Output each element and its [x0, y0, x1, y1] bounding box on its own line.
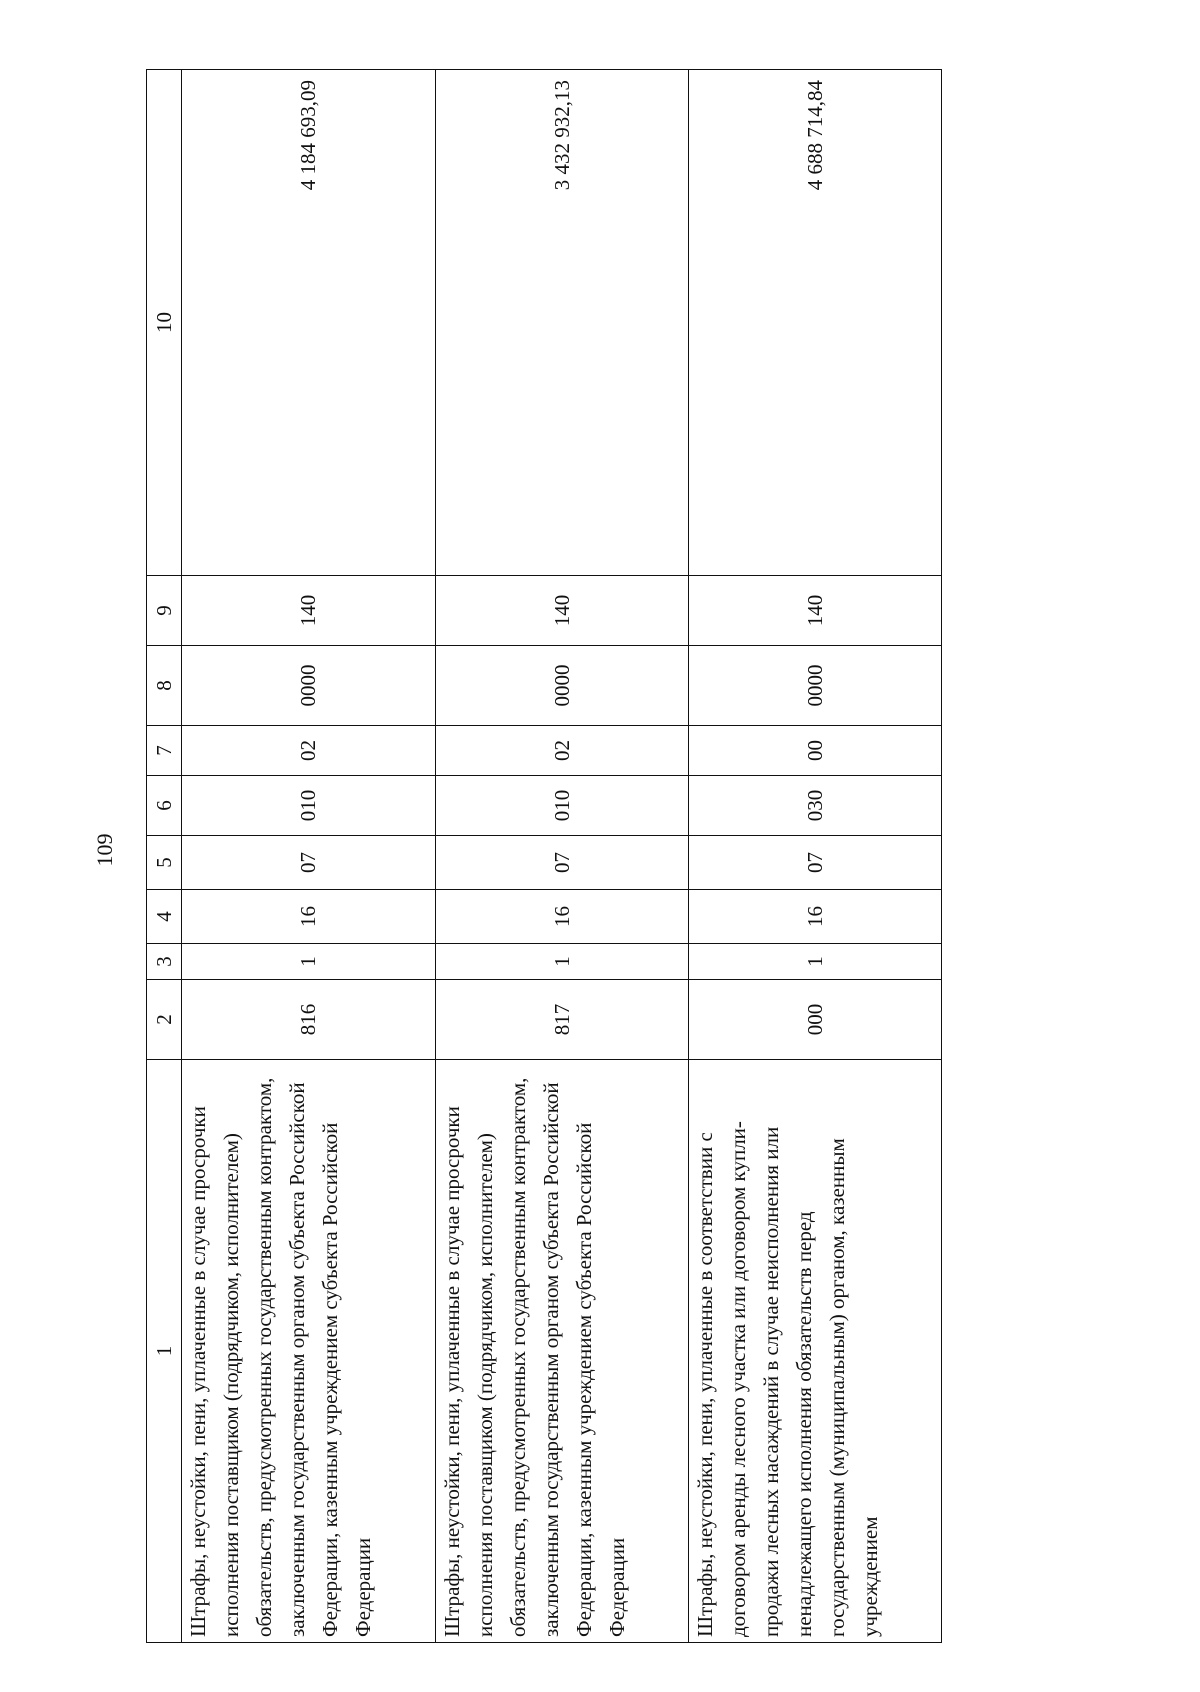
header-cell: 6 — [147, 776, 182, 836]
code-cell: 140 — [182, 576, 436, 646]
rotated-table — [146, 70, 940, 1643]
row-description: Штрафы, неустойки, пени, уплаченные в случае просрочки исполнения поставщиком (подрядчиком, исполнителем) обязательств, предусмотренных государственным контрактом, заключенным государственным органом субъекта Российской Федерации, казенным учреждением субъекта Российской Федерации — [182, 1060, 436, 1643]
code-cell: 140 — [436, 576, 689, 646]
code-cell: 1 — [182, 944, 436, 980]
code-cell: 16 — [436, 890, 689, 944]
row-description: Штрафы, неустойки, пени, уплаченные в случае просрочки исполнения поставщиком (подрядчиком, исполнителем) обязательств, предусмотренных государственным контрактом, заключенным государственным органом субъекта Российской Федерации, казенным учреждением субъекта Российской Федерации — [436, 1060, 689, 1643]
code-cell: 07 — [436, 836, 689, 890]
table-row — [436, 70, 689, 1643]
code-cell: 010 — [436, 776, 689, 836]
code-cell: 16 — [689, 890, 942, 944]
code-cell: 0000 — [436, 646, 689, 726]
header-cell: 5 — [147, 836, 182, 890]
amount-cell: 3 432 932,13 — [436, 70, 689, 576]
row-description: Штрафы, неустойки, пени, уплаченные в соответствии с договором аренды лесного участка или договором купли-продажи лесных насаждений в случае неисполнения или ненадлежащего исполнения обязательств перед государственным (муниципальным) органом, казенным учреждением — [689, 1060, 942, 1643]
header-cell: 9 — [147, 576, 182, 646]
code-cell: 00 — [689, 726, 942, 776]
budget-table — [146, 69, 942, 1643]
code-cell: 1 — [689, 944, 942, 980]
code-cell: 07 — [182, 836, 436, 890]
amount-cell: 4 688 714,84 — [689, 70, 942, 576]
code-cell: 817 — [436, 980, 689, 1060]
amount-cell: 4 184 693,09 — [182, 70, 436, 576]
code-cell: 000 — [689, 980, 942, 1060]
header-cell: 4 — [147, 890, 182, 944]
code-cell: 07 — [689, 836, 942, 890]
header-cell: 7 — [147, 726, 182, 776]
code-cell: 140 — [689, 576, 942, 646]
code-cell: 1 — [436, 944, 689, 980]
header-cell: 3 — [147, 944, 182, 980]
code-cell: 02 — [182, 726, 436, 776]
header-cell: 2 — [147, 980, 182, 1060]
code-cell: 16 — [182, 890, 436, 944]
table-container — [146, 70, 940, 1643]
code-cell: 02 — [436, 726, 689, 776]
code-cell: 0000 — [689, 646, 942, 726]
table-row — [182, 70, 436, 1643]
header-cell: 1 — [147, 1060, 182, 1643]
code-cell: 010 — [182, 776, 436, 836]
table-row — [689, 70, 942, 1643]
header-cell: 10 — [147, 70, 182, 576]
page-number: 109 — [92, 833, 117, 867]
code-cell: 030 — [689, 776, 942, 836]
header-cell: 8 — [147, 646, 182, 726]
header-row — [147, 70, 182, 1643]
code-cell: 0000 — [182, 646, 436, 726]
code-cell: 816 — [182, 980, 436, 1060]
